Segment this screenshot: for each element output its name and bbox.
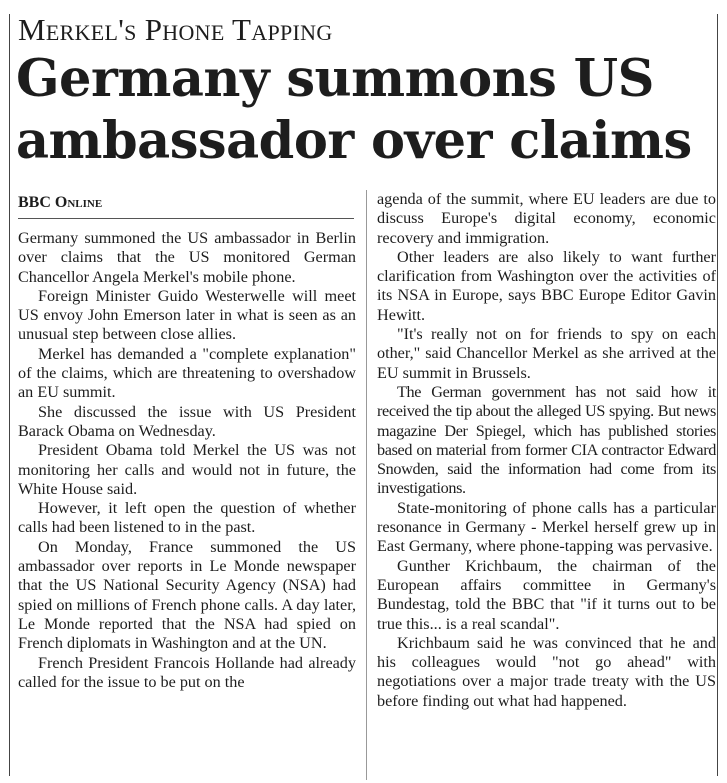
article-paragraph: Other leaders are also likely to want further clarification from Washington over the activities of its NSA in Europe, says BBC Europe Editor Gavin Hewitt. xyxy=(377,247,716,324)
article-paragraph: "It's really not on for friends to spy on each other," said Chancellor Merkel as she arrived at the EU summit in Brussels. xyxy=(377,325,716,382)
article-column-left xyxy=(18,229,356,692)
article-paragraph: Gunther Krichbaum, the chairman of the European affairs committee in Germany's Bundestag, told the BBC that "if it turns out to be true this... is a real scandal". xyxy=(377,556,716,633)
article-paragraph: The German government has not said how it received the tip about the alleged US spying. But news magazine Der Spiegel, which has published stories based on material from former CIA contractor Edward Snowden, said the information had come from its investigations. xyxy=(377,382,716,498)
byline-rule xyxy=(18,218,354,219)
section-kicker: Merkel's Phone Tapping xyxy=(18,12,333,47)
article-paragraph: French President Francois Hollande had already called for the issue to be put on the xyxy=(18,653,356,691)
article-paragraph: Krichbaum said he was convinced that he and his colleagues would "not go ahead" with negotiations over a major trade treaty with the US before finding out what had happened. xyxy=(377,633,716,710)
article-paragraph: agenda of the summit, where EU leaders are due to discuss Europe's digital economy, economic recovery and immigration. xyxy=(377,190,716,247)
article-paragraph: Germany summoned the US ambassador in Berlin over claims that the US monitored German Chancellor Angela Merkel's mobile phone. xyxy=(18,229,356,286)
article-paragraph: She discussed the issue with US President Barack Obama on Wednesday. xyxy=(18,402,356,440)
article-paragraph: On Monday, France summoned the US ambassador over reports in Le Monde newspaper that the US National Security Agency (NSA) had spied on millions of French phone calls. A day later, Le Monde reported that the NSA had spied on French diplomats in Washington and at the UN. xyxy=(18,537,356,653)
article-paragraph: President Obama told Merkel the US was not monitoring her calls and would not in future, the White House said. xyxy=(18,441,356,498)
headline-line-2: ambassador over claims xyxy=(16,111,692,171)
headline-line-1: Germany summons US xyxy=(16,49,654,109)
article-paragraph: However, it left open the question of whether calls had been listened to in the past. xyxy=(18,499,356,537)
column-divider xyxy=(366,190,367,780)
article-column-right xyxy=(377,190,716,711)
right-border-rule xyxy=(717,14,718,776)
article-paragraph: Merkel has demanded a "complete explanation" of the claims, which are threatening to overshadow an EU summit. xyxy=(18,344,356,402)
article-paragraph: Foreign Minister Guido Westerwelle will meet US envoy John Emerson later in what is seen as an unusual step between close allies. xyxy=(18,286,356,344)
left-border-rule xyxy=(9,14,10,776)
byline: BBC Online xyxy=(18,194,103,211)
article-paragraph: State-monitoring of phone calls has a particular resonance in Germany - Merkel herself grew up in East Germany, where phone-tapping was pervasive. xyxy=(377,498,716,556)
headline xyxy=(16,48,716,172)
